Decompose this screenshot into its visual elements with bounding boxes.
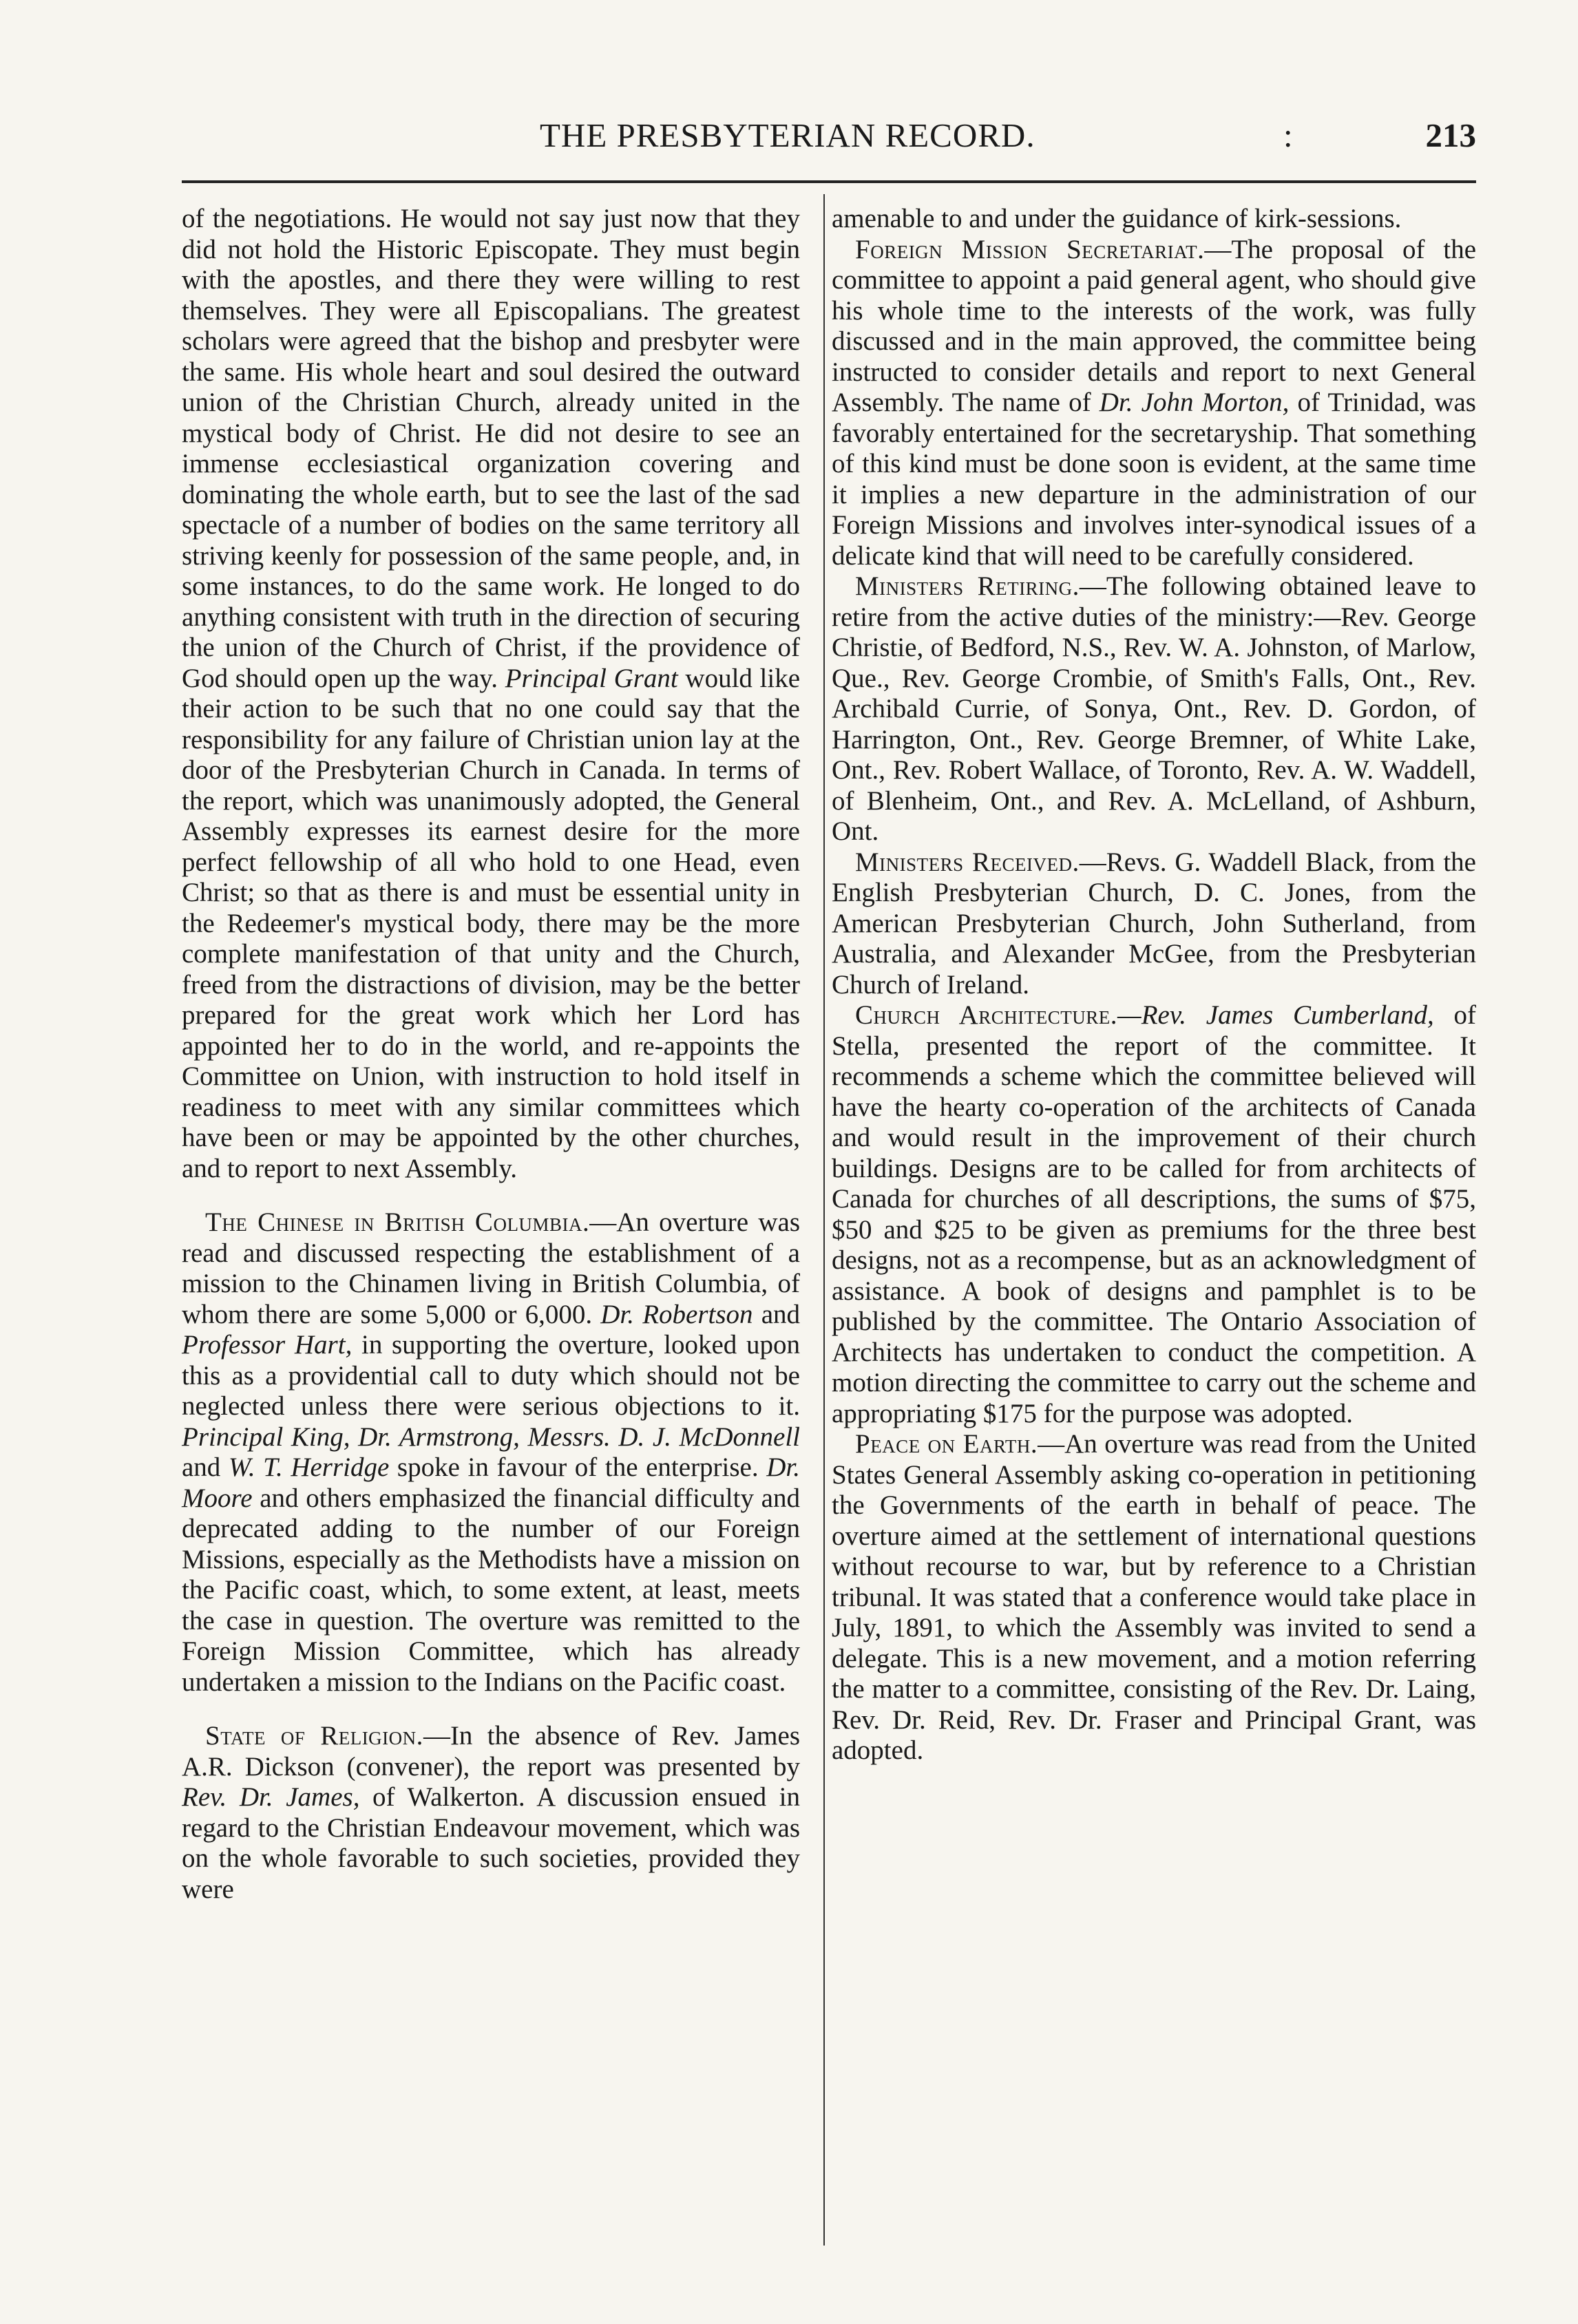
person-name: Dr. John Morton, bbox=[1099, 388, 1290, 417]
paragraph-foreign-mission-secretariat bbox=[832, 235, 1476, 572]
paragraph-text: —Revs. G. Waddell Black, from the English Presbyterian Church, D. C. Jones, from the American Presbyterian Church, John Sutherland, from Australia, and Alexander McGee, from the Presbyterian Church of Ireland. bbox=[832, 847, 1476, 1000]
person-name: —Rev. James Cumberland, bbox=[1117, 1000, 1434, 1030]
person-name: Principal Grant bbox=[505, 663, 678, 693]
paragraph-text: of Walkerton. A discussion ensued in regard to the Christian Endeavour movement, which was on the whole favorable to such societies, provided they were bbox=[182, 1782, 801, 1904]
left-column bbox=[182, 204, 800, 1905]
paragraph-text: of Stella, presented the report of the committee. It recommends a scheme which the committee believed will have the hearty co-operation of the architects of Canada and would result in the improvement of their church buildings. Designs are to be called for from architects of Canada for churches of all descriptions, the sums of $75, $50 and $25 to be given as premiums for the three best designs, not as a recompense, but as an acknowledgment of assistance. A book of designs and pamphlet is to be published by the committee. The Ontario Association of Architects has undertaken to conduct the competition. A motion directing the committee to carry out the scheme and appropriating $175 for the purpose was adopted. bbox=[832, 1000, 1476, 1428]
page-number: 213 bbox=[1425, 116, 1476, 154]
right-column bbox=[832, 204, 1476, 1766]
paragraph-text: —An overture was read and discussed respecting the establishment of a mission to the Chinamen living in British Columbia, of whom there are some 5,000 or 6,000. bbox=[182, 1207, 801, 1329]
paragraph-text: of the negotiations. He would not say just now that they did not hold the Historic Episcopate. They must begin with the apostles, and there they were willing to rest themselves. They were all Episcopalians. The greatest scholars were agreed that the bishop and presbyter were the same. His whole heart and soul desired the outward union of the Christian Church, already united in the mystical body of Christ. He did not desire to see an immense ecclesiastical organization covering and dominating the whole earth, but to see the last of the sad spectacle of a number of bodies on the same territory all striving keenly for possession of the same people, and, in some instances, to do the same work. He longed to do anything consistent with truth in the direction of securing the union of the Church of Christ, if the providence of God should open up the way. bbox=[182, 204, 800, 693]
section-heading: State of Religion. bbox=[205, 1721, 423, 1751]
paragraph-text: —In the absence of Rev. James A.R. Dickson (convener), the report was presented by bbox=[182, 1721, 800, 1782]
paragraph-text: would like their action to be such that no one could say that the responsibility for any failure of Christian union lay at the door of the Presbyterian Church in Canada. In terms of the report, which was unanimously adopted, the General Assembly expresses its earnest desire for the more perfect fellowship of all who hold to one Head, even Christ; so that as there is and must be essential unity in the Redeemer's mystical body, there may be the more complete manifestation of that unity and the Church, freed from the distractions of division, may be the better prepared for the great work which her Lord has appointed her to do in the world, and re-appoints the Committee on Union, with instruction to hold itself in readiness to meet with any similar committees which have been or may be appointed by the other churches, and to report to next Assembly. bbox=[182, 663, 801, 1183]
person-name: Dr. Moore bbox=[182, 1452, 800, 1513]
section-heading: Peace on Earth. bbox=[855, 1429, 1038, 1459]
person-name: Principal King, Dr. Armstrong, Messrs. D. J. McDonnell bbox=[182, 1422, 800, 1452]
page-header bbox=[182, 116, 1476, 160]
section-heading: Church Architecture. bbox=[855, 1000, 1118, 1030]
paragraph-text: —The proposal of the committee to appoint a paid general agent, who should give his whole time to the interests of the work, was fully discussed and in the main approved, the committee being instructed to consider details and report to next General Assembly. The name of bbox=[832, 234, 1477, 417]
paragraph-text: —An overture was read from the United States General Assembly asking co-operation in petitioning the Governments of the earth in behalf of peace. The overture aimed at the settlement of international questions without recourse to war, but by reference to a Christian tribunal. It was stated that a conference would take place in July, 1891, to which the Assembly was invited to send a delegate. This is a new movement, and a motion referring the matter to a committee, consisting of the Rev. Dr. Laing, Rev. Dr. Reid, Rev. Dr. Fraser and Principal Grant, was adopted. bbox=[832, 1429, 1476, 1765]
section-heading: Foreign Mission Secretariat. bbox=[855, 234, 1205, 264]
paragraph-text: —The following obtained leave to retire from the active duties of the ministry:—Rev. George Christie, of Bedford, N.S., Rev. W. A. Johnston, of Marlow, Que., Rev. George Crombie, of Smith's Falls, Ont., Rev. Archibald Currie, of Sonya, Ont., Rev. D. Gordon, of Harrington, Ont., Rev. George Bremner, of White Lake, Ont., Rev. Robert Wallace, of Toronto, Rev. A. W. Waddell, of Blenheim, Ont., and Rev. A. McLelland, of Ashburn, Ont. bbox=[832, 571, 1477, 846]
paragraph-text: and others emphasized the financial difficulty and deprecated adding to the number of our Foreign Missions, especially as the Methodists have a mission on the Pacific coast, which, to some extent, at least, meets the case in question. The overture was remitted to the Foreign Mission Committee, which has already undertaken a mission to the Indians on the Pacific coast. bbox=[182, 1483, 800, 1697]
paragraph-ministers-retiring bbox=[832, 571, 1476, 847]
paragraph-kirk-sessions: amenable to and under the guidance of kirk-sessions. bbox=[832, 204, 1402, 233]
paragraph-ministers-received bbox=[832, 847, 1476, 1001]
section-heading: Ministers Retiring. bbox=[855, 571, 1080, 601]
person-name: Professor Hart, bbox=[182, 1330, 353, 1360]
paragraph-peace-on-earth bbox=[832, 1429, 1476, 1766]
paragraph-church-architecture bbox=[832, 1000, 1476, 1429]
section-heading: The Chinese in British Columbia. bbox=[205, 1207, 590, 1237]
person-name: W. T. Herridge bbox=[228, 1452, 390, 1482]
running-title: THE PRESBYTERIAN RECORD. bbox=[540, 116, 1035, 154]
person-name: Dr. Robertson bbox=[600, 1299, 753, 1329]
column-divider bbox=[823, 194, 825, 2246]
header-separator: : bbox=[1283, 116, 1293, 154]
section-heading: Ministers Received. bbox=[855, 847, 1080, 877]
paragraph-text: of Trinidad, was favorably entertained for the secretaryship. That something of this kind must be done soon is evident, at the same time it implies a new departure in the administration of our Foreign Missions and involves inter-synodical issues of a delicate kind that will need to be carefully considered. bbox=[832, 388, 1476, 571]
paragraph-text: in supporting the overture, looked upon this as a providential call to duty which should not be neglected unless there were serious objections to it. bbox=[182, 1330, 800, 1421]
paragraph-text: and bbox=[182, 1452, 229, 1482]
paragraph-negotiations bbox=[182, 204, 800, 1184]
paragraph-state-of-religion bbox=[182, 1721, 800, 1905]
paragraph-text: and bbox=[753, 1299, 801, 1329]
person-name: Rev. Dr. James, bbox=[182, 1782, 360, 1812]
paragraph-chinese-mission bbox=[182, 1207, 800, 1698]
header-rule bbox=[182, 180, 1476, 183]
paragraph-text: spoke in favour of the enterprise. bbox=[389, 1452, 767, 1482]
